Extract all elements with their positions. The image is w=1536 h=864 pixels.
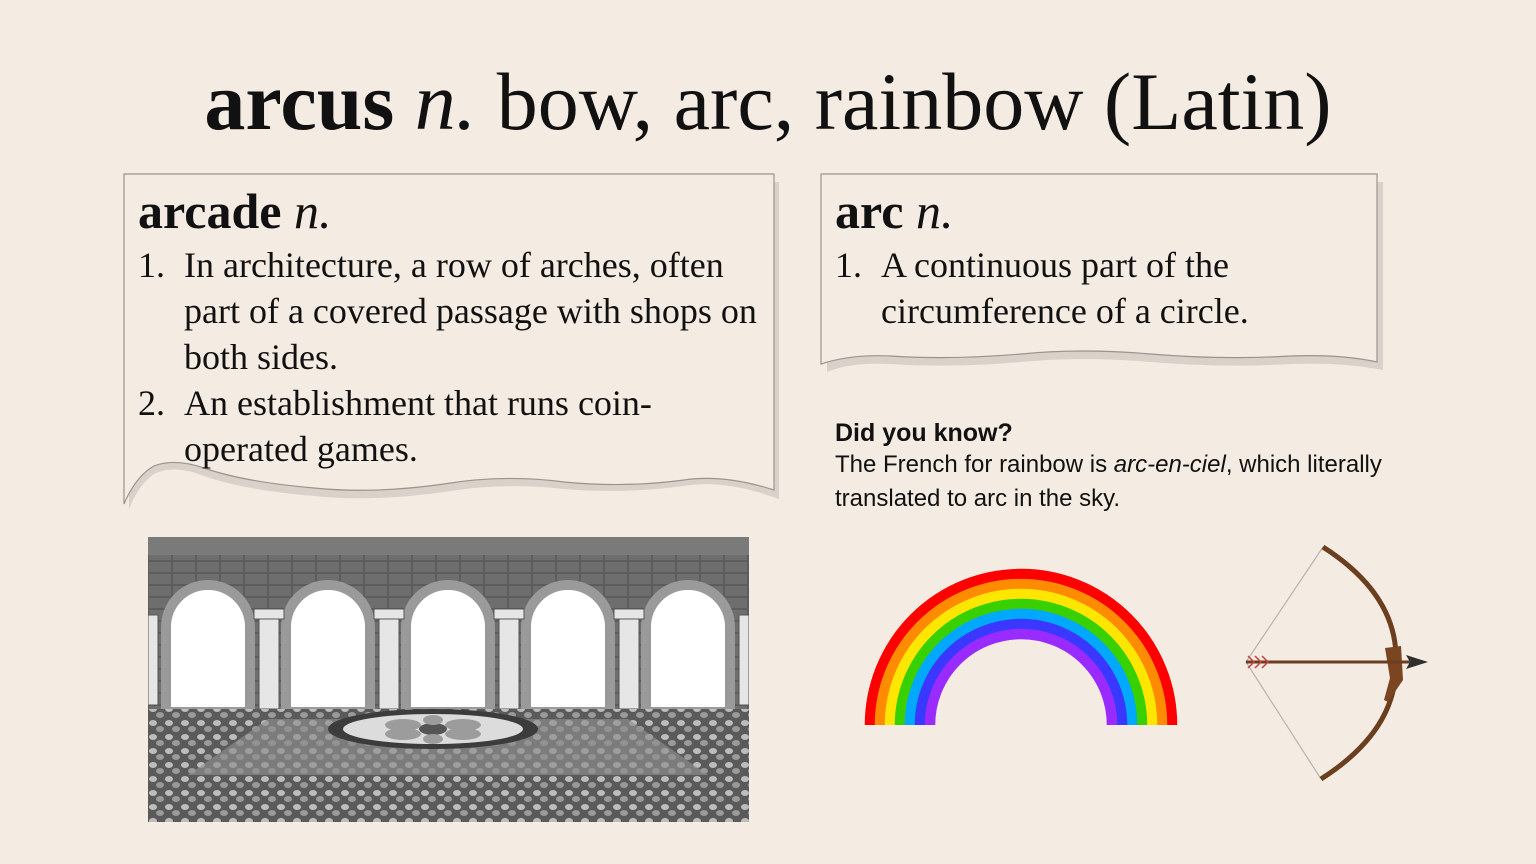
arcade-pos: n. [293,183,332,239]
arc-definitions [835,242,1367,334]
title-pos: n. [414,56,477,147]
arcade-word: arcade [138,183,282,239]
arc-pos: n. [915,183,954,239]
arcade-term [138,180,764,242]
bow-string-upper [1246,547,1323,662]
bow-grip [1384,646,1403,702]
definition-text: An establishment that runs coin-operated games. [184,383,652,469]
arcade-definition-2 [138,380,764,472]
did-you-know-box [835,418,1395,516]
arcade-illustration [148,537,749,822]
arcade-definitions [138,242,764,472]
arcade-definition-1 [138,242,764,380]
title-meaning: bow, arc, rainbow (Latin) [476,56,1332,147]
arc-definition-1 [835,242,1367,334]
bow-string-lower [1246,662,1321,779]
fact-french-word: arc-en-ciel [1113,451,1226,478]
title-word: arcus [204,56,395,147]
did-you-know-text [835,448,1395,516]
fact-text-start: The French for rainbow is [835,451,1114,478]
did-you-know-heading: Did you know? [835,419,1013,447]
definition-text: In architecture, a row of arches, often part of a covered passage with shops on both sides. [184,245,757,377]
floor-flower-mosaic [385,715,481,744]
arc-word: arc [835,183,904,239]
arcade-definition-card [124,174,774,514]
arc-definition-card [821,174,1377,374]
definition-number: 1. [138,245,165,285]
page-title [0,52,1536,152]
definition-number: 2. [138,383,165,423]
definition-text: A continuous part of the circumference of a circle. [881,245,1249,331]
definition-number: 1. [835,245,862,285]
bow-and-arrow-illustration [1238,540,1438,785]
rainbow-illustration [860,560,1182,728]
arc-term [835,180,1367,242]
fact-text-end: , which literally translated to arc in the sky. [835,451,1382,512]
